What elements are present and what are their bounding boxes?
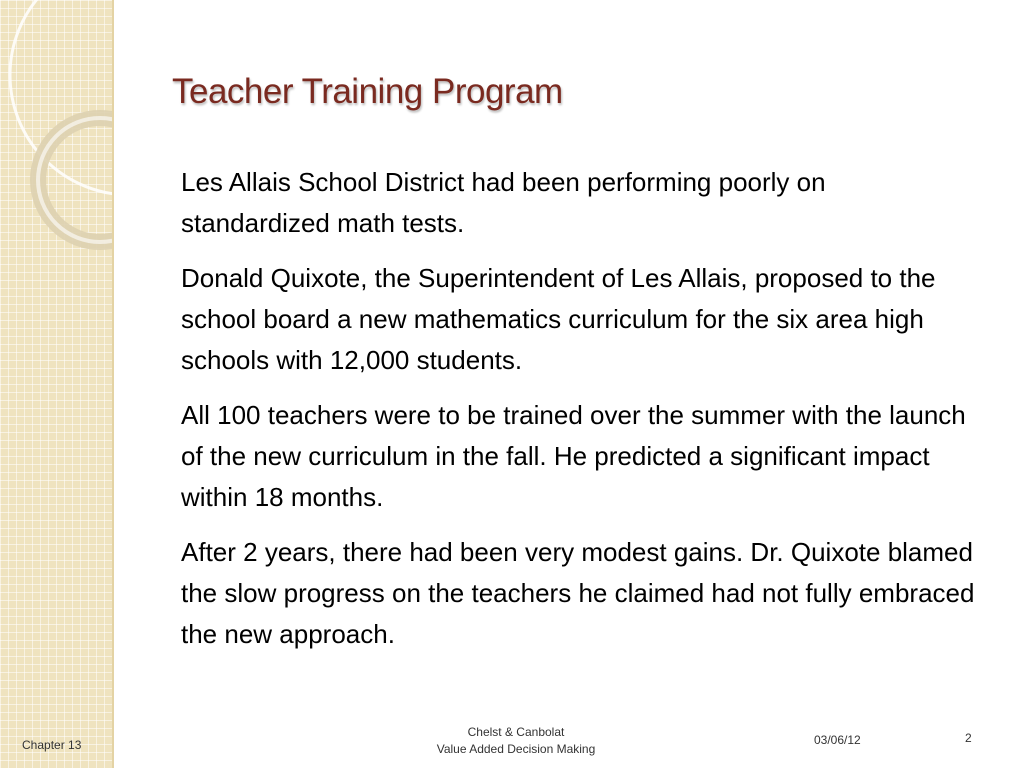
footer-chapter: Chapter 13 <box>22 738 82 752</box>
decorative-rings <box>0 0 112 260</box>
body-paragraph-3: All 100 teachers were to be trained over the summer with the launch of the new curriculum in the fall. He predicted a significant impact within 18 months. <box>181 400 966 512</box>
footer-authors: Chelst & Canbolat <box>467 725 565 739</box>
decorative-ring-large <box>10 0 112 195</box>
slide-number: 2 <box>965 731 972 745</box>
footer-book-title: Value Added Decision Making <box>436 742 596 756</box>
slide-title: Teacher Training Program <box>172 72 563 111</box>
footer-date: 03/06/12 <box>814 733 861 747</box>
body-paragraph-2: Donald Quixote, the Superintendent of Les Allais, proposed to the school board a new mathematics curriculum for the six area high schools with 12,000 students. <box>181 263 936 375</box>
decorative-side-band <box>0 0 114 768</box>
footer-center <box>400 724 632 758</box>
body-paragraph-1: Les Allais School District had been performing poorly on standardized math tests. <box>181 167 826 238</box>
body-paragraph-4: After 2 years, there had been very modest gains. Dr. Quixote blamed the slow progress on the teachers he claimed had not fully embraced the new approach. <box>181 537 975 649</box>
slide-body <box>181 162 981 669</box>
